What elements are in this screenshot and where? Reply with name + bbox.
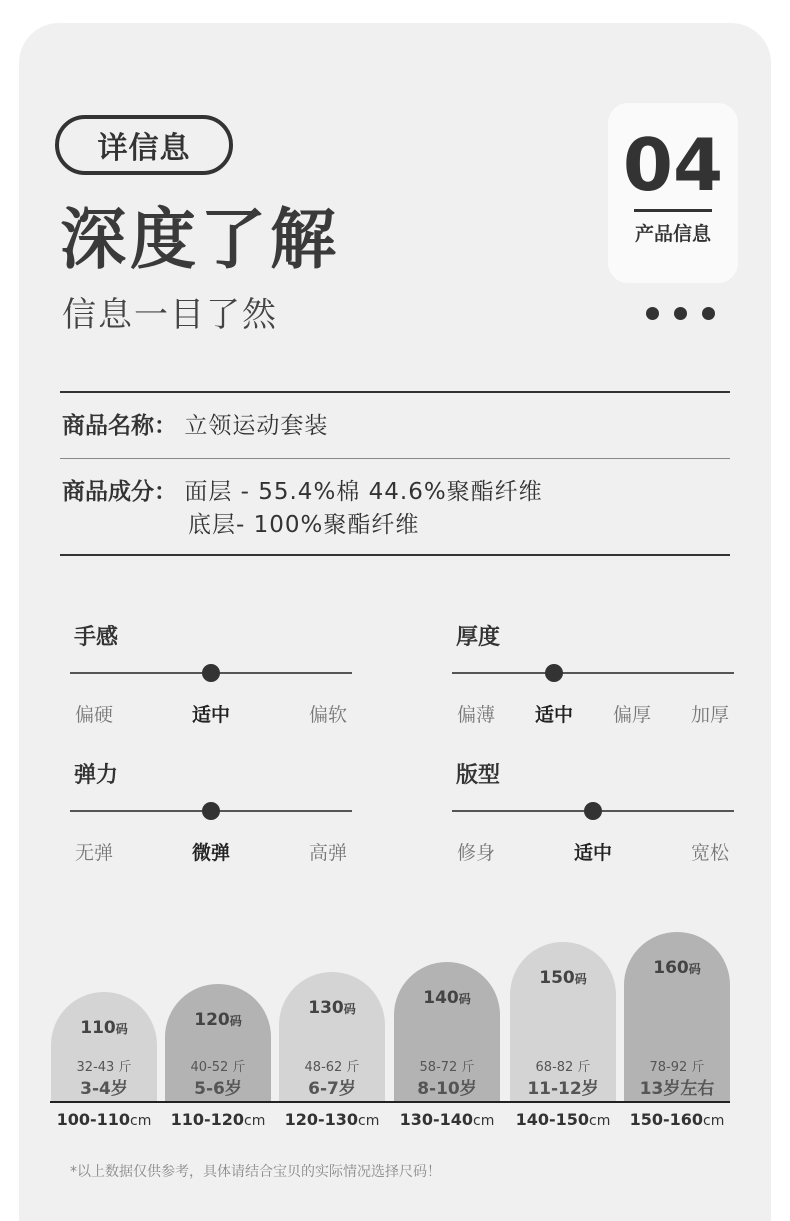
- attribute-option: 适中: [191, 704, 231, 726]
- size-weight: 68-82 斤: [535, 1060, 591, 1075]
- size-code: 160码: [653, 958, 701, 978]
- attribute-option: 偏软: [308, 704, 348, 726]
- size-height-range: 110-120cm: [170, 1110, 266, 1129]
- size-age: 3-4岁: [80, 1079, 128, 1099]
- page-title: 深度了解: [60, 201, 340, 278]
- badge-number: 04: [622, 123, 724, 207]
- size-height-range: 100-110cm: [56, 1110, 152, 1129]
- composition-row-2: [188, 508, 419, 542]
- attribute-option: 修身: [456, 842, 496, 864]
- attribute-marker: [584, 802, 602, 820]
- size-code: 140码: [423, 988, 471, 1008]
- attribute-option: 适中: [534, 704, 574, 726]
- size-note: *以上数据仅供参考，具体请结合宝贝的实际情况选择尺码！: [70, 1164, 441, 1180]
- product-name-label: 商品名称：: [62, 413, 177, 439]
- divider-bottom: [60, 554, 730, 556]
- attribute-option: 适中: [573, 842, 613, 864]
- attribute-track: [452, 672, 734, 674]
- size-age: 6-7岁: [308, 1079, 356, 1099]
- product-name-value: 立领运动套装: [184, 413, 329, 439]
- size-code: 150码: [539, 968, 587, 988]
- composition-row: [62, 475, 543, 509]
- product-name-row: [62, 409, 328, 443]
- attribute-title: 弹力: [74, 763, 119, 788]
- badge-label: 产品信息: [634, 223, 711, 245]
- attribute-marker: [202, 664, 220, 682]
- page-subtitle: 信息一目了然: [62, 295, 278, 335]
- attribute-option: 高弹: [308, 842, 348, 864]
- composition-line-2: 底层- 100%聚酯纤维: [188, 512, 420, 538]
- attribute-option: 偏薄: [456, 704, 496, 726]
- attribute-scale: [70, 620, 352, 730]
- composition-label: 商品成分：: [62, 479, 177, 505]
- size-weight: 58-72 斤: [419, 1060, 475, 1075]
- attribute-marker: [545, 664, 563, 682]
- size-height-range: 120-130cm: [284, 1110, 380, 1129]
- size-age: 13岁左右: [639, 1079, 715, 1099]
- size-weight: 78-92 斤: [649, 1060, 705, 1075]
- attribute-option: 微弹: [191, 842, 231, 864]
- composition-line-1: 面层 - 55.4%棉 44.6%聚酯纤维: [184, 479, 543, 505]
- attribute-option: 宽松: [690, 842, 730, 864]
- size-age: 11-12岁: [527, 1079, 599, 1099]
- size-age: 5-6岁: [194, 1079, 242, 1099]
- divider-top: [60, 391, 730, 393]
- size-height-range: 130-140cm: [399, 1110, 495, 1129]
- size-code: 120码: [194, 1010, 242, 1030]
- attribute-option: 偏硬: [74, 704, 114, 726]
- more-dots-icon: [646, 307, 715, 320]
- size-code: 130码: [308, 998, 356, 1018]
- badge-divider: [634, 209, 712, 212]
- attribute-option: 加厚: [690, 704, 730, 726]
- attribute-option: 偏厚: [612, 704, 652, 726]
- size-age: 8-10岁: [417, 1079, 477, 1099]
- size-weight: 48-62 斤: [304, 1060, 360, 1075]
- attribute-marker: [202, 802, 220, 820]
- size-chart-baseline: [50, 1101, 730, 1103]
- attribute-title: 手感: [74, 625, 119, 650]
- attribute-title: 厚度: [456, 625, 501, 650]
- size-column: [394, 962, 500, 1102]
- size-column: [279, 972, 385, 1102]
- size-column: [165, 984, 271, 1102]
- size-height-range: 150-160cm: [629, 1110, 725, 1129]
- size-column: [510, 942, 616, 1102]
- size-column: [624, 932, 730, 1102]
- attribute-scale: [452, 620, 734, 730]
- size-weight: 32-43 斤: [76, 1060, 132, 1075]
- divider-middle: [60, 458, 730, 459]
- section-pill: 详信息: [55, 115, 233, 175]
- size-column: [51, 992, 157, 1102]
- section-badge: [608, 103, 738, 283]
- attribute-title: 版型: [456, 763, 501, 788]
- size-weight: 40-52 斤: [190, 1060, 246, 1075]
- size-height-range: 140-150cm: [515, 1110, 611, 1129]
- attribute-scale: [70, 758, 352, 868]
- attribute-option: 无弹: [74, 842, 114, 864]
- size-code: 110码: [80, 1018, 128, 1038]
- attribute-scale: [452, 758, 734, 868]
